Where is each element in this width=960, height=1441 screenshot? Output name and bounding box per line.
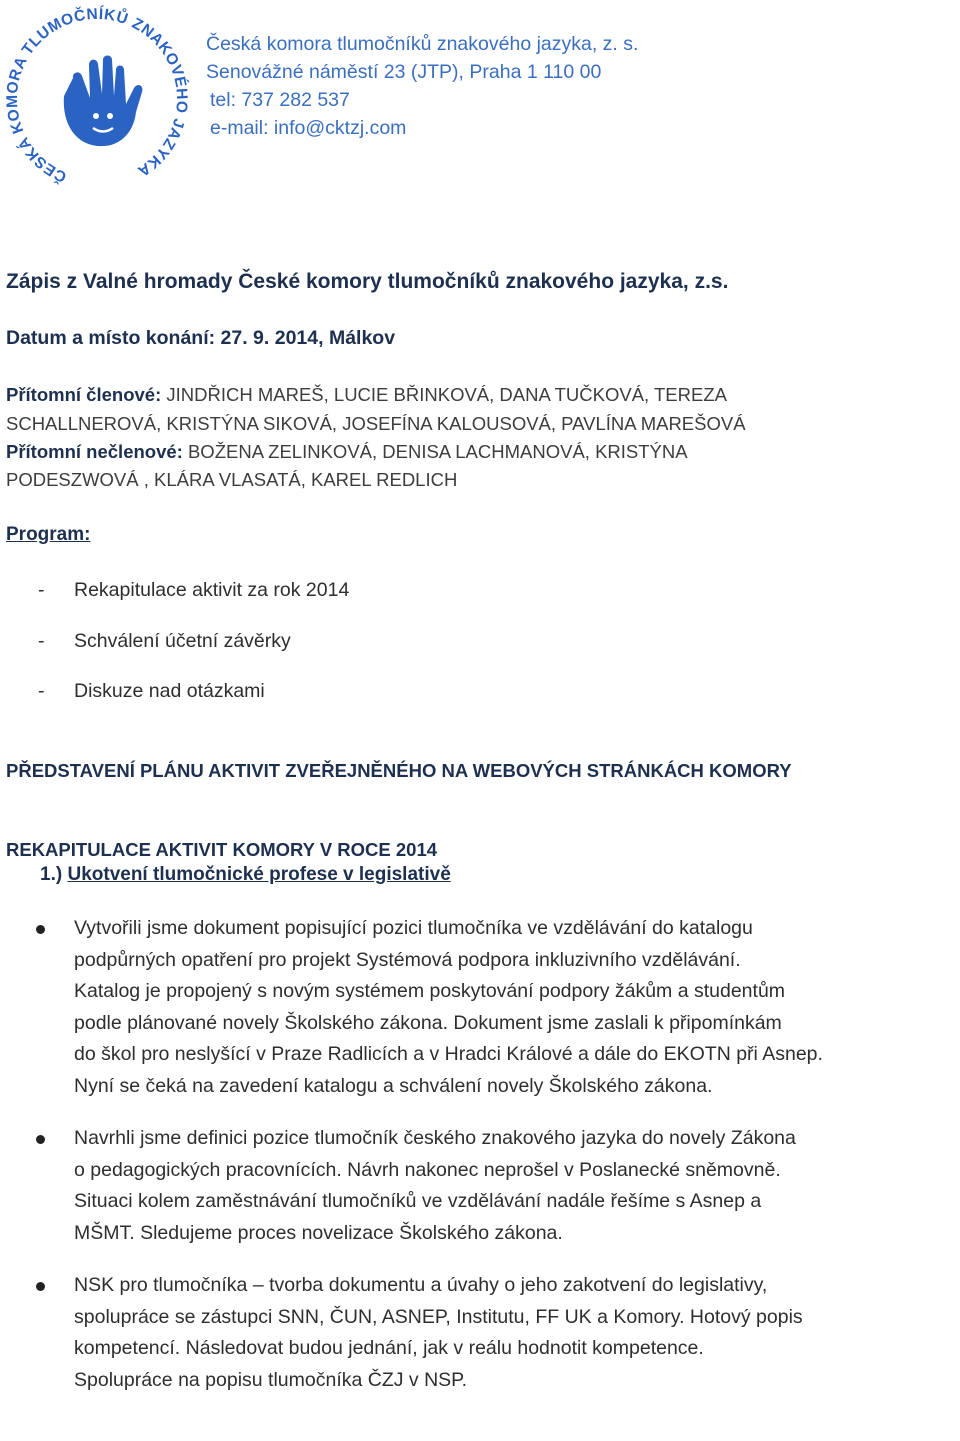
organization-header xyxy=(206,30,638,142)
bullet-line: NSK pro tlumočníka – tvorba dokumentu a úvahy o jeho zakotvení do legislativy, xyxy=(74,1274,768,1296)
members-line-1 xyxy=(6,384,727,406)
plan-heading: PŘEDSTAVENÍ PLÁNU AKTIVIT ZVEŘEJNĚNÉHO NA WEBOVÝCH STRÁNKÁCH KOMORY xyxy=(6,760,792,781)
bullet-line: Navrhli jsme definici pozice tlumočník českého znakového jazyka do novely Zákona xyxy=(74,1127,796,1149)
subsection-heading xyxy=(40,864,451,886)
bullet-line: MŠMT. Sledujeme proces novelizace Školského zákona. xyxy=(74,1221,563,1244)
bullet-line: Katalog je propojený s novým systémem poskytování podpory žákům a studentům xyxy=(74,980,786,1003)
hand-icon xyxy=(64,56,143,147)
bullet-item xyxy=(36,913,936,1103)
logo-ring-text: ČESKÁ KOMORA TLUMOČNÍKŮ ZNAKOVÉHO JAZYKA xyxy=(3,5,191,186)
organization-email: e-mail: info@cktzj.com xyxy=(210,117,407,139)
bullet-line: Vytvořili jsme dokument popisující pozici tlumočníka ve vzdělávání do katalogu xyxy=(74,917,753,939)
bullet-line: spolupráce se zástupci SNN, ČUN, ASNEP, Institutu, FF UK a Komory. Hotový popis xyxy=(74,1305,803,1328)
agenda-item-text: Rekapitulace aktivit za rok 2014 xyxy=(74,579,350,601)
nonmembers-label: Přítomní nečlenové: xyxy=(6,441,183,462)
organization-name: Česká komora tlumočníků znakového jazyka, z. s. xyxy=(206,33,639,55)
bullet-line: Nyní se čeká na zavedení katalogu a schválení novely Školského zákona. xyxy=(74,1074,713,1097)
bullet-line: kompetencí. Následovat budou jednání, jak v reálu hodnotit kompetence. xyxy=(74,1337,704,1360)
subsection-title: Ukotvení tlumočnické profese v legislativě xyxy=(67,864,451,885)
organization-address: Senovážné náměstí 23 (JTP), Praha 1 110 00 xyxy=(206,61,602,83)
bullet-line: Situaci kolem zaměstnávání tlumočníků ve vzdělávání nadále řešíme s Asnep a xyxy=(74,1190,762,1213)
bullet-item xyxy=(36,1270,936,1396)
bullet-line: do škol pro neslyšící v Praze Radlicích a v Hradci Králové a dále do EKOTN při Asnep. xyxy=(74,1043,823,1066)
bullet-line: Spolupráce na popisu tlumočníka ČZJ v NSP. xyxy=(74,1368,468,1391)
agenda-item-text: Schválení účetní závěrky xyxy=(74,630,291,652)
program-heading: Program: xyxy=(6,524,91,545)
members-names-1: JINDŘICH MAREŠ, LUCIE BŘINKOVÁ, DANA TUČKOVÁ, TEREZA xyxy=(161,384,727,405)
bullet-icon xyxy=(36,1135,45,1144)
nonmembers-names-1: BOŽENA ZELINKOVÁ, DENISA LACHMANOVÁ, KRISTÝNA xyxy=(182,441,688,462)
bullet-line: o pedagogických pracovnících. Návrh nakonec neprošel v Poslanecké sněmovně. xyxy=(74,1158,781,1181)
bullet-icon xyxy=(36,925,45,934)
members-label: Přítomní členové: xyxy=(6,384,162,405)
agenda-item xyxy=(38,630,291,653)
bullet-icon xyxy=(36,1282,45,1291)
agenda-dash: - xyxy=(38,579,45,601)
document-title: Zápis z Valné hromady České komory tlumočníků znakového jazyka, z.s. xyxy=(6,270,729,293)
bullet-item xyxy=(36,1123,936,1249)
recap-heading: REKAPITULACE AKTIVIT KOMORY V ROCE 2014 xyxy=(6,839,438,860)
agenda-item xyxy=(38,579,349,602)
subsection-number: 1.) xyxy=(40,864,63,885)
agenda-dash: - xyxy=(38,630,45,652)
agenda-item xyxy=(38,680,265,703)
agenda-item-text: Diskuze nad otázkami xyxy=(74,680,265,702)
date-and-place: Datum a místo konání: 27. 9. 2014, Málkov xyxy=(6,327,396,349)
nonmembers-names-2: PODESZWOVÁ , KLÁRA VLASATÁ, KAREL REDLICH xyxy=(6,469,458,490)
organization-logo xyxy=(2,4,192,194)
members-names-2: SCHALLNEROVÁ, KRISTÝNA SIKOVÁ, JOSEFÍNA KALOUSOVÁ, PAVLÍNA MAREŠOVÁ xyxy=(6,413,746,434)
bullet-line: podle plánované novely Školského zákona. Dokument jsme zaslali k připomínkám xyxy=(74,1011,782,1034)
organization-phone: tel: 737 282 537 xyxy=(210,89,350,111)
nonmembers-line-1 xyxy=(6,441,688,463)
bullet-line: podpůrných opatření pro projekt Systémová podpora inkluzivního vzdělávání. xyxy=(74,948,741,971)
agenda-dash: - xyxy=(38,680,45,702)
